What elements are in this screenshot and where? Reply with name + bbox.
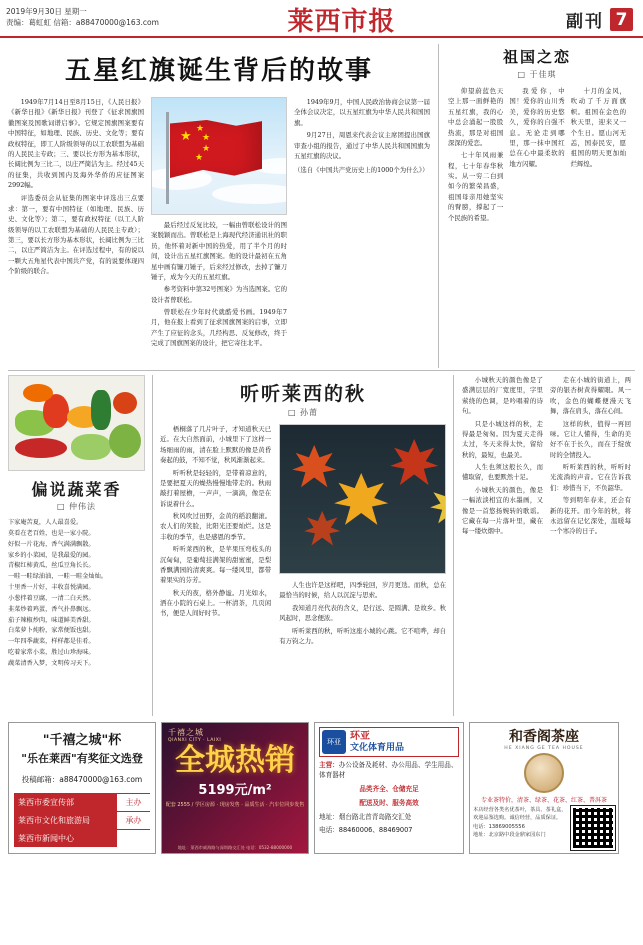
organizer-role bbox=[116, 830, 150, 847]
autumn-para-7: 我知道月亮代表的含义，是行远、是圆满、是故乡。秋风起时，思念便浓。 bbox=[279, 603, 446, 623]
side-para-4: 十月的金风，吹动了千万面旗帜。祖国在金色的秋天里，迎来又一个生日。愿山河无恙，国泰民安，愿祖国的明天更加灿烂辉煌。 bbox=[570, 87, 626, 168]
side-column-2 bbox=[509, 86, 564, 225]
sports-line-2: 品类齐全、仓储充足 bbox=[359, 784, 419, 793]
autumn-byline: □ 孙莆 bbox=[287, 408, 319, 417]
vegetable-title: 偏说蔬菜香 bbox=[31, 480, 122, 499]
side-byline: □ 于佳琪 bbox=[517, 70, 557, 79]
sports-title-top: 环亚 bbox=[350, 730, 370, 742]
advertisement-row bbox=[0, 716, 643, 862]
cont-para-7: 听听莱西的秋，听听时光流淌的声音。它在告诉我们：珍惜当下，不负韶华。 bbox=[550, 463, 631, 492]
cont-para-4: 小城秋天的颜色，像是一幅浓淡相宜的水墨画，又像是一首悠扬婉转的歌谣。它藏在每一片落叶里，藏在每一缕炊烟中。 bbox=[462, 485, 543, 536]
side-column-3 bbox=[571, 86, 626, 225]
page-number-badge: 7 bbox=[610, 8, 633, 31]
side-para-3: 我爱你，中国！爱你的山川秀美，爱你的历史悠久，爱你的自强不息。无论走到哪里，那一抹中国红总在心中最柔软的地方闪耀。 bbox=[509, 87, 565, 168]
side-columns bbox=[448, 86, 626, 225]
sports-title-bottom: 文化体育用品 bbox=[350, 742, 405, 753]
lead-columns bbox=[8, 97, 430, 351]
masthead bbox=[0, 0, 643, 38]
organizer-role: 承办 bbox=[116, 812, 150, 829]
autumn-title: 听听莱西的秋 bbox=[239, 383, 366, 405]
flag-star-1-icon: ★ bbox=[196, 124, 205, 134]
sports-line-5 bbox=[319, 826, 459, 836]
maple-leaves-photo bbox=[279, 424, 446, 574]
organizer-name: 莱西市委宣传部 bbox=[14, 794, 116, 811]
autumn-para-2: 听听秋是轻轻的，是带着凉意的，是要把夏天的燥热慢慢地带走的。秋雨敲打着屋檐，一声声，一滴滴，像是在诉说着什么。 bbox=[160, 468, 272, 508]
cont-para-8: 等到明年春来，还会有新的花开。而今年的秋，将永远留在记忆深处，温暖每一个寒冷的日子。 bbox=[550, 496, 631, 536]
contest-title-2: "乐在莱西"有奖征文选登 bbox=[21, 752, 143, 765]
lead-headline: 五星红旗诞生背后的故事 bbox=[64, 56, 373, 86]
continuation-column-1 bbox=[462, 375, 543, 539]
estate-slogan: 全城热销 bbox=[175, 743, 295, 778]
tea-body bbox=[473, 806, 615, 850]
autumn-para-3: 秋风吹过田野，金黄的稻浪翻滚。农人们的笑脸，比阳光还要灿烂。这是丰收的季节，也是感恩的季节。 bbox=[160, 512, 272, 541]
lead-para-6: 1949年9月，中国人民政治协商会议第一届全体会议决定，以五星红旗为中华人民共和国国旗。 bbox=[294, 98, 430, 127]
autumn-continuation bbox=[453, 375, 631, 716]
poem-line-6: 一畦一畦绿油油，一畦一畦金灿灿。 bbox=[8, 573, 107, 581]
autumn-para-5: 秋天的夜，格外静谧。月光如水，洒在小院的石桌上。一杯清茶，几页闲书，便是人间好时节。 bbox=[160, 588, 272, 618]
tea-description: 本店经营各类名优茶叶，茶具、茶礼盒，欢迎品鉴选购。诚信经营，品质保证。 bbox=[473, 807, 567, 822]
continuation-columns bbox=[462, 375, 631, 539]
tea-seal-icon bbox=[524, 753, 564, 793]
poem-line-8: 小葱拌着豆腐，一清二白天然。 bbox=[8, 594, 95, 602]
flag-star-3-icon: ★ bbox=[202, 144, 211, 154]
ad-tea-house[interactable] bbox=[469, 722, 619, 854]
vegetables-photo bbox=[8, 375, 145, 471]
flag-star-large-icon: ★ bbox=[180, 129, 192, 144]
vegetable-poem bbox=[8, 518, 145, 670]
sports-header bbox=[319, 727, 459, 757]
autumn-article bbox=[153, 375, 453, 716]
cont-para-6: 这样的秋，值得一再回味。它让人懂得，生命的美好不在于长久，而在于绽放时的全情投入。 bbox=[550, 419, 631, 459]
flag-pole-icon bbox=[166, 112, 169, 204]
autumn-para-1: 梧桐落了几片叶子，才知道秋天已近。在大自然面前，小城里下了这样一场细雨的雨，清在脸上默默的像是黄昏奏起的鼓，不知不觉，秋风渐渐起来。 bbox=[160, 425, 272, 465]
autumn-para-8: 听听莱西的秋，听听这座小城的心跳。它不喧哗，却自有万钧之力。 bbox=[279, 626, 446, 645]
tea-title: 和香阁茶座 bbox=[509, 729, 579, 745]
poem-line-11: 白菜萝卜炖粉，家常便饭也甜。 bbox=[8, 627, 95, 635]
tea-phone: 电话：13869005556 bbox=[473, 823, 525, 830]
autumn-para-4: 听听莱西的秋，是苹果压弯枝头的沉甸甸，是葡萄挂满架的甜蜜蜜，是梨香飘满园的清爽爽。每一缕风里，都带着果实的芬芳。 bbox=[160, 545, 272, 585]
poem-line-5: 青椒红柿黄瓜，丝瓜豆角长长。 bbox=[8, 562, 95, 570]
contest-organizers bbox=[14, 793, 150, 847]
flag-star-2-icon: ★ bbox=[202, 133, 211, 143]
organizer-name: 莱西市新闻中心 bbox=[14, 830, 116, 847]
contest-title-1: "千禧之城"杯 bbox=[42, 733, 122, 748]
sports-label-1: 主营： bbox=[319, 761, 339, 769]
continuation-column-2 bbox=[550, 375, 631, 539]
vegetable-article bbox=[8, 375, 153, 716]
tea-subtitle: HE XIANG GE TEA HOUSE bbox=[504, 746, 584, 751]
lead-source: （选自《中国共产党历史上的1000个为什么》） bbox=[294, 166, 429, 175]
poem-line-10: 茄子辣椒炒肉，味道鲜美香甜。 bbox=[8, 616, 95, 624]
estate-note: 配套 2555 / 学区房源 · 现房发售 · 品质生活 · 汽车位同步发售 bbox=[165, 801, 305, 808]
sports-text-5: 88460006、88469007 bbox=[338, 826, 413, 835]
lead-para-3: 最后经过反复比较，一幅由曾联松设计的图案脱颖而出。曾联松是上海现代经济通讯社的职员，他怀着对新中国的热爱，用了半个月的时间，设计出五星红旗图案。他的设计最初在五角星中画有镰刀锤子，后来经过修改，去掉了镰刀锤子，成为今天的五星红旗。 bbox=[151, 221, 287, 281]
ad-real-estate[interactable] bbox=[161, 722, 309, 854]
cont-para-3: 人生也须这般长久，而懂取留，也要默然十足。 bbox=[462, 463, 543, 482]
poem-line-1: 卞家庵苦夏，人人最喜爱。 bbox=[8, 519, 83, 526]
cont-para-5: 走在小城的街道上，两旁的银杏树黄得耀眼。风一吹，金色的蝴蝶便漫天飞舞，落在肩头，落在心间。 bbox=[550, 376, 631, 416]
poem-line-9: 韭菜炒着鸡蛋，香气扑鼻飘远。 bbox=[8, 605, 95, 613]
autumn-para-6: 人生也许是这样吧，四季轮回，岁月更迭。而秋，总在最恰当的时候，给人以沉淀与思索。 bbox=[279, 581, 446, 600]
tea-text bbox=[473, 806, 568, 850]
poem-line-14: 蔬菜清香入梦，文明传习天下。 bbox=[8, 659, 95, 667]
sports-line-4 bbox=[319, 813, 459, 823]
estate-brand: 千禧之城 bbox=[168, 728, 204, 737]
lead-article bbox=[8, 44, 438, 368]
tea-tagline: 专业茶特价，清茶、绿茶、花茶、红茶、普洱茶 bbox=[480, 797, 607, 804]
poem-line-7: 十里香一片好，丰收喜悦满园。 bbox=[8, 584, 95, 592]
side-article bbox=[438, 44, 626, 368]
lead-para-4: 参考资料中第32号图案》为当选图案。它的设计者曾联松。 bbox=[151, 285, 287, 304]
paper-title: 莱西市报 bbox=[287, 7, 396, 37]
publication-date: 2019年9月30日 星期一 bbox=[6, 7, 87, 16]
supplement-label: 副刊 bbox=[566, 12, 604, 32]
autumn-column-1 bbox=[160, 424, 271, 648]
lead-column-2 bbox=[151, 97, 287, 351]
side-column-1 bbox=[448, 86, 503, 225]
side-para-2: 七十年风雨兼程，七十年春华秋实。从一穷二白到如今的繁荣昌盛，祖国母亲用她坚实的臂膀，撑起了一个民族的希望。 bbox=[448, 151, 504, 222]
flag-photo bbox=[151, 97, 287, 215]
masthead-section bbox=[487, 3, 637, 36]
side-para-1: 仰望蔚蓝色天空上那一面鲜艳的五星红旗，我的心中总会涌起一股股热流，那是对祖国深深的爱恋。 bbox=[448, 87, 504, 147]
side-headline: 祖国之恋 bbox=[502, 48, 571, 66]
poem-line-13: 吃着家常小菜，胜过山珍海味。 bbox=[8, 649, 95, 657]
vegetable-byline: □ 仲伟法 bbox=[56, 502, 97, 511]
estate-contact: 地址：莱西市威海路与深圳路交汇处 电话：0532-88000000 bbox=[177, 845, 293, 850]
sports-text-1: 办公设备及耗材、办公用品、学生用品、体育器材 bbox=[319, 761, 458, 779]
editor-contact: 责编：葛虹虹 信箱：a88470000@163.com bbox=[6, 18, 159, 28]
masthead-info bbox=[6, 3, 196, 36]
lead-para-7: 9月27日，周恩来代表会议主席团提出国旗审查小组的报告，通过了中华人民共和国国旗为五星红旗的决议。 bbox=[294, 131, 430, 160]
sports-text-4: 烟台路北首青岛路交汇处 bbox=[338, 812, 412, 821]
sports-label-5: 电话： bbox=[319, 826, 339, 835]
tea-address: 地址：北京路中段金鼎家园东门 bbox=[473, 831, 546, 838]
poem-line-2: 莫看在老百姓，也是一家小院。 bbox=[8, 529, 95, 537]
organizer-role: 主办 bbox=[116, 794, 150, 811]
masthead-title-wrap bbox=[196, 3, 487, 36]
estate-price: 5199元/m² bbox=[198, 782, 272, 798]
sports-label-4: 地址： bbox=[319, 812, 339, 821]
ad-sports-goods[interactable] bbox=[314, 722, 464, 854]
autumn-columns bbox=[160, 424, 446, 648]
poem-line-12: 一年四季蔬菜，样样都是佳肴。 bbox=[8, 638, 95, 646]
contest-email: 投稿邮箱：a88470000@163.com bbox=[21, 775, 143, 784]
lead-para-2: 评选委员会从征集的图案中评选出三点要求：第一，要有中国特征（如地理、民族、历史、文化等）；第二，要有政权特征（以工人阶级领导的以工农联盟为基础的人民民主专政）；第三，要以长方形为基本形状，长阔比例为三比二，以庄严简洁为主。在评选过程中，有的说以一颗大五角星代表中国共产党，有的说要体现四个阶级的联合。 bbox=[8, 194, 144, 275]
cont-para-1: 小城秋天的颜色像是了盛满层层的厂宽度里，字里萦绕的色调，是吟唱着的诗句。 bbox=[462, 376, 543, 416]
cont-para-2: 只是小城这样的秋，走得最是匆匆。因为夏天走得太过，冬天来得太快，留给秋的，最短，也最美。 bbox=[462, 419, 543, 459]
lead-column-1 bbox=[8, 97, 144, 351]
company-logo-icon: 环亚 bbox=[322, 730, 346, 754]
organizer-row bbox=[14, 830, 150, 847]
qr-code-icon[interactable] bbox=[571, 806, 615, 850]
ad-essay-contest[interactable] bbox=[8, 722, 156, 854]
organizer-row bbox=[14, 794, 150, 812]
top-section bbox=[0, 38, 643, 368]
sports-line-1 bbox=[319, 761, 459, 781]
organizer-row bbox=[14, 812, 150, 830]
lead-para-1: 1949年7月14日至8月15日，《人民日报》《新华日报》《新华日报》刊登了《征求国旗国徽图案及国歌词谱启事》。它规定国旗图案要有中国特征，如地理、民族、历史、文化等；要有政权特征，即工人阶级领导的以工农联盟为基础的人民民主专政；三、要以长方形为基本形状，长阔比例为三比二，以庄严简洁为主。经过45天的征集，共收到国内及海外华侨的应征图案2992幅。 bbox=[8, 98, 144, 189]
middle-section bbox=[0, 371, 643, 716]
sports-line-3: 配送及时、服务高效 bbox=[359, 798, 419, 807]
organizer-name: 莱西市文化和旅游局 bbox=[14, 812, 116, 829]
lead-column-3 bbox=[294, 97, 430, 351]
lead-para-5: 曾联松在少年时代就酷爱书画。1949年7月，他在报上看到了征求国旗图案的启事，立即产生了应征的念头，几经构思、反复修改，终于完成了国旗图案的设计，把它寄往北平。 bbox=[151, 308, 287, 348]
estate-brand-english: QIANXI CITY · LAIXI bbox=[168, 738, 222, 743]
autumn-column-2 bbox=[279, 424, 446, 648]
poem-line-3: 好似一片花海，香气满满飘散。 bbox=[8, 540, 95, 548]
poem-line-4: 家乡的小菜园，是我最爱的园。 bbox=[8, 551, 95, 559]
flag-star-4-icon: ★ bbox=[195, 153, 204, 163]
